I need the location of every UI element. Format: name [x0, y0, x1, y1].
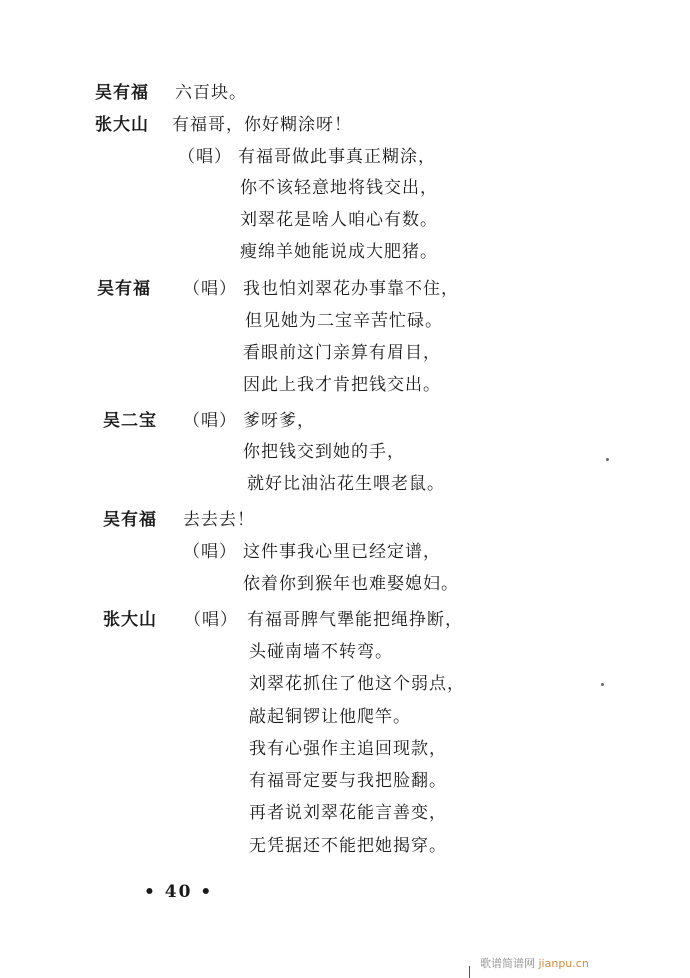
- sing-cue: （唱）: [183, 542, 237, 562]
- sing-cue: （唱）: [183, 279, 237, 299]
- dialogue-text: 再者说刘翠花能言善变，: [249, 803, 447, 823]
- dialogue-text: 我有心强作主追回现款，: [249, 739, 447, 759]
- dialogue-text: 六百块。: [175, 83, 247, 103]
- dialogue-text: 敲起铜锣让他爬竿。: [249, 707, 411, 727]
- speaker-name: 吴有福: [97, 279, 151, 299]
- watermark: [480, 955, 589, 971]
- scan-speck: [601, 683, 604, 686]
- sing-cue: （唱）: [183, 411, 237, 431]
- speaker-name: 吴有福: [95, 83, 149, 103]
- dialogue-text: 你把钱交到她的手，: [243, 442, 405, 462]
- speaker-name: 张大山: [103, 610, 157, 630]
- dialogue-text: 刘翠花抓住了他这个弱点，: [249, 674, 465, 694]
- dialogue-text: 依着你到猴年也难娶媳妇。: [243, 574, 459, 594]
- scan-mark: [469, 966, 470, 978]
- sing-cue: （唱）: [184, 610, 238, 630]
- speaker-name: 张大山: [95, 115, 149, 135]
- dialogue-text: 就好比油沾花生喂老鼠。: [247, 474, 445, 494]
- dialogue-text: 瘦绵羊她能说成大肥猪。: [240, 242, 438, 262]
- dialogue-text: 有福哥脾气犟能把绳挣断，: [247, 610, 463, 630]
- dialogue-text: 有福哥做此事真正糊涂，: [238, 147, 436, 167]
- dialogue-text: 你不该轻意地将钱交出，: [240, 178, 438, 198]
- watermark-url: jianpu.cn: [538, 957, 589, 970]
- sing-cue: （唱）: [178, 147, 232, 167]
- dialogue-text: 刘翠花是啥人咱心有数。: [240, 210, 438, 230]
- dialogue-text: 因此上我才肯把钱交出。: [243, 375, 441, 395]
- page-number: • 40 •: [144, 882, 214, 902]
- scan-speck: [606, 458, 609, 461]
- watermark-site: 歌谱简谱网: [480, 957, 535, 970]
- dialogue-text: 有福哥定要与我把脸翻。: [249, 771, 447, 791]
- dialogue-text: 这件事我心里已经定谱，: [243, 542, 441, 562]
- dialogue-text: 爹呀爹，: [243, 411, 315, 431]
- dialogue-text: 去去去！: [183, 510, 255, 530]
- dialogue-text: 无凭据还不能把她揭穿。: [249, 836, 447, 856]
- dialogue-text: 头碰南墙不转弯。: [249, 642, 393, 662]
- dialogue-text: 有福哥，你好糊涂呀！: [172, 115, 352, 135]
- speaker-name: 吴二宝: [103, 411, 157, 431]
- dialogue-text: 看眼前这门亲算有眉目，: [243, 343, 441, 363]
- dialogue-text: 我也怕刘翠花办事靠不住，: [243, 279, 459, 299]
- dialogue-text: 但见她为二宝辛苦忙碌。: [245, 311, 443, 331]
- speaker-name: 吴有福: [103, 510, 157, 530]
